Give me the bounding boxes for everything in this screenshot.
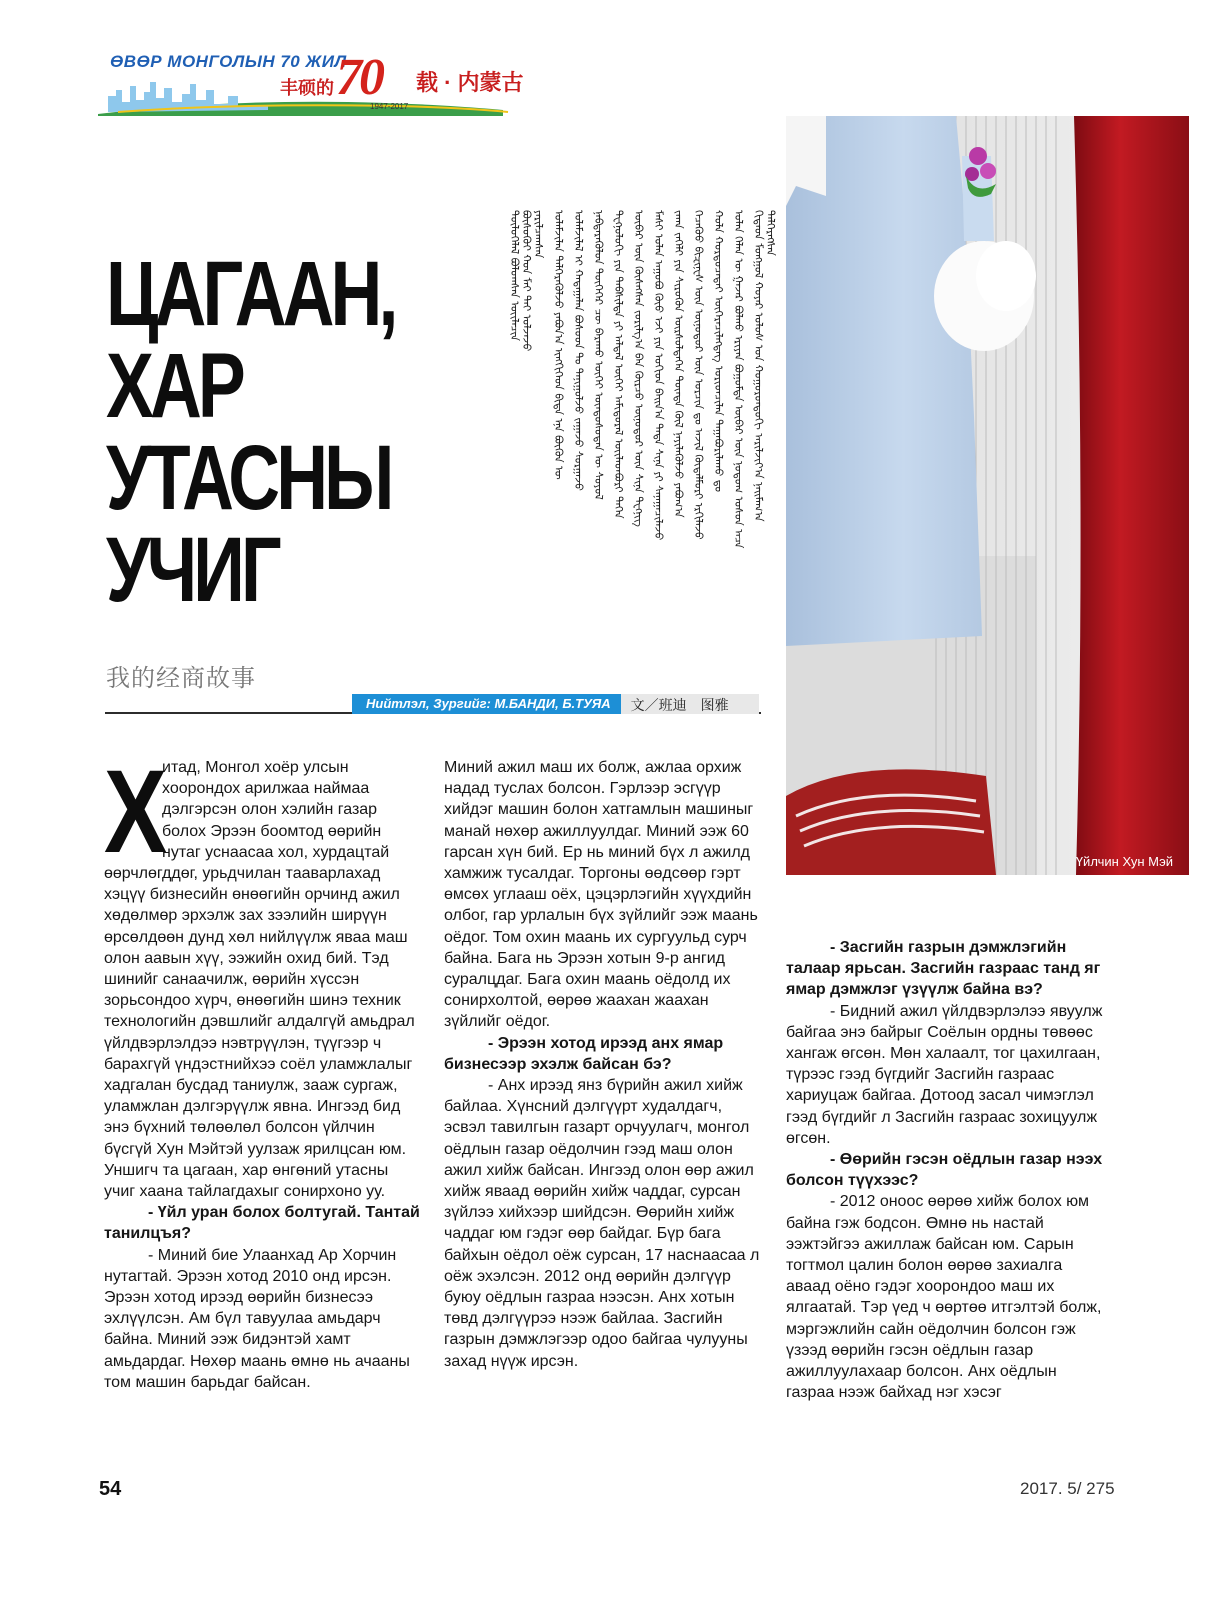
article-title	[106, 243, 395, 621]
interview-question: - Засгийн газрын дэмжлэгийн талаар ярьсан. Засгийн газраас танд яг ямар дэмжлэг үзүүлж байна вэ?	[786, 939, 1101, 999]
mongolian-line: ᠨᠡᠪᠲᠡᠷᠡᠭᠦᠯᠦᠨ ᠲᠦᠭᠡᠭᠡᠷ ᠴᠦ ᠪᠠᠷᠠᠬᠤ ᠦᠭᠡᠢ ᠦᠨᠳᠦᠰᠦᠲᠡᠨ ᠦ ᠰᠣᠶᠣᠯ	[592, 210, 605, 500]
banner-70-logo: 70	[336, 49, 382, 106]
coat-photo-illustration	[786, 116, 1189, 875]
article-column-2	[444, 757, 762, 1372]
interview-question: - Үйл уран болох болтугай. Тантай танилцъя?	[104, 1204, 420, 1243]
mongolian-line: ᠲᠧᠬᠨᠣᠯᠣᠭᠢ ᠶᠢᠨ ᠳᠡᠪᠰᠢᠯᠲᠡ ᠶᠢ ᠠᠯᠳᠠᠯ ᠦᠭᠡᠢ ᠠᠮᠢᠳᠤᠷᠠᠯ ᠦᠢᠯᠡᠳᠪᠦᠷᠢ ᠳᠡᠭᠡᠨ	[612, 210, 625, 519]
page-number: 54	[99, 1478, 122, 1500]
banner-chinese-right: 载 · 内蒙古	[416, 70, 524, 95]
title-line: ЦАГААН,	[106, 243, 395, 345]
mongolian-line: ᠤᠯᠠᠮᠵᠢᠯᠠᠯ ᠢ ᠬᠠᠳᠠᠭᠠᠯᠠᠨ ᠪᠤᠰᠤᠳ ᠲᠤ ᠲᠠᠨᠢᠭᠤᠯᠵᠤ ᠵᠠᠭᠠᠵᠤ ᠰᠤᠷᠭᠠᠵᠤ	[572, 210, 585, 491]
mongolian-script-intro	[500, 210, 777, 680]
mongolian-line: ᠬᠡᠴᠡᠭᠦᠦ ᠪᠢᠽᠢᠨᠧᠰ ᠦᠨ ᠥᠨᠥᠳᠥᠷ ᠦᠨ ᠣᠷᠴᠢᠨ ᠳᠤ ᠠᠵᠢᠯ ᠬᠥᠳᠡᠯᠮᠦᠷᠢ ᠡᠷᠬᠢᠯᠡᠵᠦ	[692, 210, 705, 540]
anniversary-banner	[98, 44, 538, 122]
interview-question: - Эрээн хотод ирээд анх ямар бизнесээр эхэлж байсан бэ?	[444, 1034, 724, 1073]
mongolian-line: ᠤᠯᠠᠮᠵᠢᠯᠠᠨ ᠳᠡᠯᠭᠡᠷᠡᠭᠦᠯᠵᠦ ᠶᠠᠪᠤᠨ᠎ᠠ ᠢᠩᠭᠢᠭᠡᠳ ᠪᠢᠳᠡ ᠡᠨᠡ ᠪᠦᠬᠦᠨ ᠦ	[552, 210, 565, 480]
banner-years: 1947-2017	[370, 102, 409, 111]
interview-answer: - Миний бие Улаанхад Ар Хорчин нутагтай. Эрээн хотод 2010 онд ирсэн. Эрээн хотод ирээд өөрийн бизнесээ эхлүүлсэн. Ам бүл тавуулаа амьдарч байна. Миний ээж бидэнтэй хамт амьдардаг. Нөхөр маань өмнө нь ачааны том машин барьдаг байсан.	[104, 1246, 410, 1391]
title-line: УТАСНЫ	[106, 427, 391, 529]
article-column-3	[786, 937, 1104, 1403]
intro-paragraph: итад, Монгол хоёр улсын хоорондох арилжаа наймаа дэлгэрсэн олон хэлийн газар болох Эрээн боомтод өөрийн нутаг уснаасаа хол, хурдацтай өөрчлөгддөг, урьдчилан тааварлахад хэцүү бизнесийн өнөөгийн орчинд ажил хөдөлмөр эрхэлж зах зээлийн ширүүн өрсөлдөөн дунд хөл нийлүүлж яваа маш олон аавын хүү, ээжийн охид бий. Тэд шинийг санаачилж, өөрийн хүссэн зорьсондоо хүрч, өнөөгийн шинэ техник технологийн дэвшлийг алдалгүй амьдрал үйлдвэрлэлдээ нэвтрүүлэн, түүгээр ч барахгүй үндэстнийхээ соёл уламжлалыг хадгалан бусдад таниулж, зааж сургаж, уламжлан дэлгэрүүлж явна. Ингээд бид энэ бүхний төлөөлөл болсон үйлчин бүсгүй Хун Мэйтэй уулзаж ярилцсан юм. Уншигч та цагаан, хар өнгөний утасны учиг хаана тайлагдахыг сонирхоно уу.	[104, 759, 415, 1201]
article-photo	[786, 116, 1189, 875]
issue-number: 2017. 5/ 275	[1020, 1479, 1115, 1498]
mongolian-line: ᠣᠯᠠᠨ ᠬᠡᠯᠡᠨ ᠦ ᠭᠠᠵᠠᠷ ᠪᠣᠯᠬᠤ ᠡᠷᠢᠶᠡᠨ ᠪᠣᠭᠣᠮᠳᠠ ᠥᠪᠡᠷ ᠦᠨ ᠨᠤᠲᠤᠭ ᠤᠰᠤᠨ ᠠᠴᠠ	[732, 210, 745, 549]
photo-caption: Үйлчин Хун Мэй	[1075, 854, 1173, 869]
mongolian-line: ᠮᠠᠰᠢ ᠣᠯᠠᠨ ᠠᠭᠤᠪᠤ ᠬᠦᠦ ᠡᠵᠢ ᠶᠢᠨ ᠣᠬᠢᠳ ᠪᠠᠢᠨ᠎ᠠ ᠲᠡᠳᠡ ᠰᠢᠨᠡ ᠶᠢ ᠰᠠᠨᠠᠭᠠᠴᠢᠯᠠᠵᠤ	[652, 210, 665, 541]
drop-cap: Х	[104, 746, 167, 878]
byline	[352, 694, 759, 714]
body-paragraph: Миний ажил маш их болж, ажлаа орхиж надад туслах болсон. Гэрлээр эсгүүр хийдэг машин болон хатгамлын машиныг манай нөхөр ажиллуулдаг. Миний ээж 60 гарсан хүн бий. Ер нь миний бүх л ажилд хамжиж тусалдаг. Торгоны өөдсөөр гэрт өмсөх углааш оёх, цэцэрлэгийн хүүхдийн олбог, гар урлалын бүх зүйлийг ээж маань оёдог. Том охин маань их сургуульд сурч байна. Бага нь Эрээн хотын 9-р ангид суралцдаг. Бага охин маань оёдолд их сонирхолтой, өөрөө жаахан жаахан зүйлийг оёдог.	[444, 759, 758, 1031]
mongolian-line: ᠥᠪᠡᠷ ᠦᠨ ᠬᠦᠰᠡᠭᠰᠡᠨ ᠵᠣᠷᠢᠯᠭ᠎ᠠ ᠪᠡᠨ ᠬᠦᠷᠴᠦ ᠥᠨᠥᠳᠥᠷ ᠦᠨ ᠰᠢᠨᠡ ᠲᠧᠬᠨᠢᠭ	[632, 210, 645, 527]
mongolian-line: ᠲᠥᠯᠥᠭᠡᠯᠡᠯ ᠪᠣᠯᠤᠭᠰᠠᠨ ᠦᠢᠯᠡᠴᠢᠨ ᠪᠦᠰᠦᠭᠦᠢ ᠬᠤᠨ ᠮᠡᠢ ᠲᠡᠢ ᠤᠯᠵᠠᠵᠤ ᠶᠠᠷᠢᠯᠴᠠᠭᠰᠠᠨ	[508, 210, 545, 352]
mongolian-line: ᠬᠢᠲᠠᠳ ᠮᠣᠩᠭᠣᠯ ᠬᠣᠶᠠᠷ ᠤᠯᠤᠰ ᠤᠨ ᠬᠣᠭᠣᠷᠣᠨᠳᠣᠬᠢ ᠠᠷᠢᠯᠵᠢᠶ᠎ᠠ ᠨᠠᠢᠮᠠᠭ᠎ᠠ ᠳᠡᠯᠭᠡᠷᠡᠭᠰᠡᠨ	[752, 210, 777, 522]
title-line: УЧИГ	[106, 519, 278, 621]
interview-answer: - 2012 оноос өөрөө хийж болох юм байна гэж бодсон. Өмнө нь настай ээжтэйгээ ажиллаж байсан юм. Сарын тогтмол цалин болон өөрөө захиалга аваад оёно гэдэг хоорондоо маш их ялгаатай. Тэр үед ч өөртөө итгэлтэй болж, мэргэжлийн сайн оёдолчин болсон гэж үзээд өөрийн гэсэн оёдлын газар ажиллуулахаар болсон. Анх оёдлын газраа нээж байхад нэг хэсэг	[786, 1193, 1102, 1402]
banner-mongolian-text: ӨВӨР МОНГОЛЫН 70 ЖИЛ	[110, 52, 347, 71]
title-line: ХАР	[106, 335, 242, 437]
article-column-1	[104, 746, 420, 1393]
mongolian-line: ᠵᠠᠬᠠ ᠵᠡᠭᠡᠯᠢ ᠶᠢᠨ ᠰᠢᠷᠦᠭᠦᠨ ᠥᠷᠰᠥᠯᠳᠡᠭᠡᠨ ᠳᠦᠨᠳᠠ ᠬᠥᠯ ᠨᠡᠶᠢᠯᠡᠭᠦᠯᠵᠦ ᠶᠠᠪᠤᠭ᠎ᠠ	[672, 210, 685, 518]
banner-chinese-left: 丰硕的	[280, 78, 334, 98]
interview-answer: - Анх ирээд янз бүрийн ажил хийж байлаа. Хүнсний дэлгүүрт худалдагч, эсвэл тавилгын газарт орчуулагч, монгол оёдлын газар оёдолчин гээд маш олон ажил хийж байсан. Ингээд олон өөр ажил хийж яваад өөрийн хийж чаддаг, сурсан зүйлээ хийхээр шийдсэн. Өөрийн хийж чаддаг юм гэдэг өөр байдаг. Бүр бага байхын оёдол оёж сурсан, 17 наснаасаа л оёж эхэлсэн. 2012 онд өөрийн дэлгүүр буюу оёдлын газраа нээсэн. Анх хотын төвд дэлгүүрээ нээж байлаа. Засгийн газрын дэмжлэгээр одоо байгаа чулууны захад нүүж ирсэн.	[444, 1077, 760, 1370]
chinese-subtitle: 我的经商故事	[106, 665, 256, 692]
interview-answer: - Бидний ажил үйлдвэрлэлээ явуулж байгаа энэ байрыг Соёлын ордны төвөөс хангаж өгсөн. Мөн халаалт, тог цахилгаан, түрээс гээд бүгдийг Засгийн газраас хариуцаж байгаа. Дотоод засал чимэглэл гээд бүгдийг л Засгийн газраас зохицуулж өгсөн.	[786, 1002, 1103, 1147]
byline-mongolian: Нийтлэл, Зургийг: М.БАНДИ, Б.ТУЯА	[352, 694, 621, 714]
byline-chinese: 文／班迪 图雅	[621, 694, 759, 714]
mongolian-line: ᠬᠣᠯᠠ ᠬᠤᠷᠳᠤᠴᠠᠲᠠᠢ ᠥᠭᠡᠷᠡᠴᠢᠯᠡᠭᠳᠡᠭ ᠤᠷᠢᠳᠴᠢᠯᠠᠨ ᠲᠠᠭᠠᠪᠤᠷᠢᠯᠠᠬᠤ ᠳᠤ	[712, 210, 725, 492]
interview-question: - Өөрийн гэсэн оёдлын газар нээх болсон түүхээс?	[786, 1151, 1103, 1190]
